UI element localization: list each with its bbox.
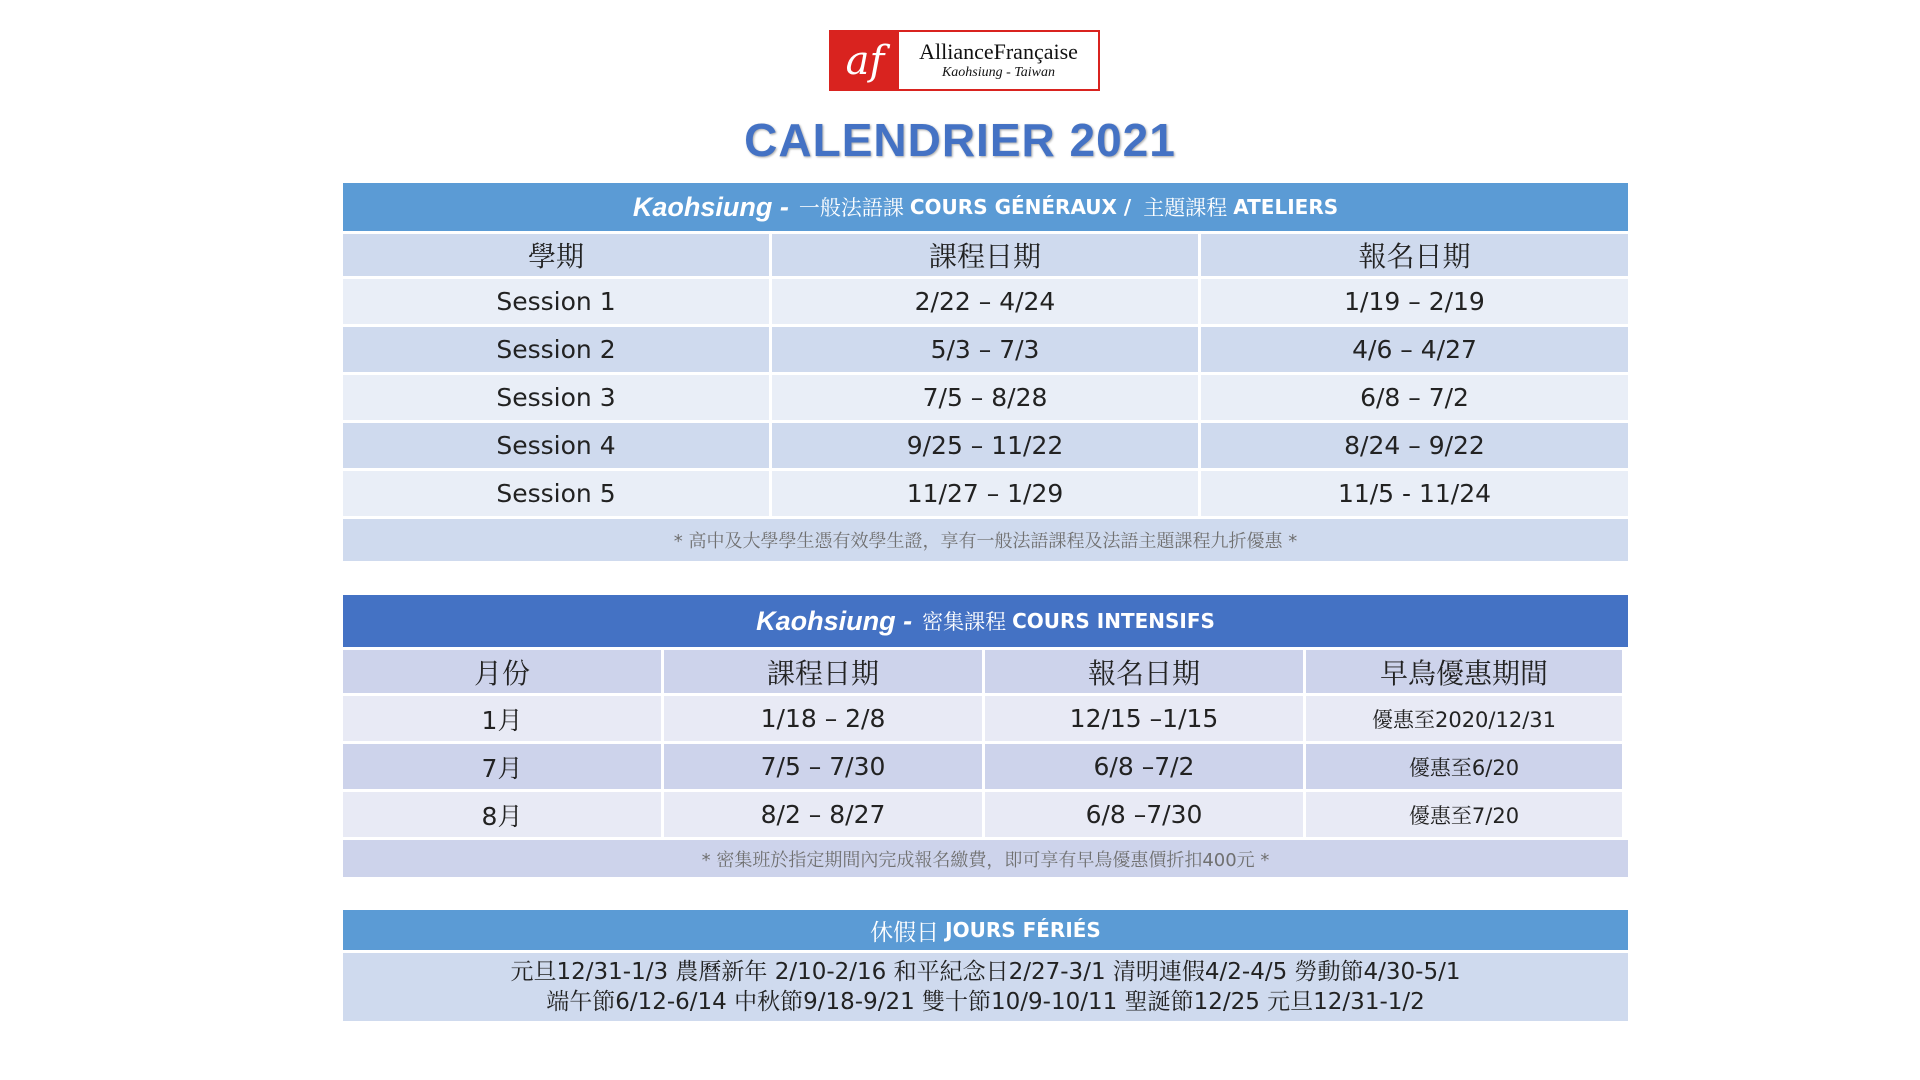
- table-row: [343, 327, 1628, 372]
- intensive-column-headers: [343, 650, 1628, 693]
- month-label: 7月: [343, 744, 661, 789]
- course-dates: 8/2 – 8/27: [664, 792, 982, 837]
- table-row: [343, 696, 1628, 741]
- general-courses-header: [343, 183, 1628, 231]
- logo-name: AllianceFrançaise: [919, 39, 1078, 65]
- table-row: [343, 375, 1628, 420]
- calendar-title: CALENDRIER 2021: [744, 114, 1176, 166]
- holidays-line-2: 端午節6/12-6/14 中秋節9/18-9/21 雙十節10/9-10/11 聖誕節12/25 元旦12/31-1/2: [546, 989, 1425, 1015]
- column-header-course-dates: 課程日期: [664, 650, 982, 693]
- course-dates: 9/25 – 11/22: [772, 423, 1198, 468]
- general-title-part1: 一般法語課: [798, 196, 904, 220]
- intensive-discount-note: * 密集班於指定期間內完成報名繳費，即可享有早鳥優惠價折扣400元 *: [343, 840, 1628, 877]
- holidays-header: [343, 910, 1628, 950]
- table-row: [343, 792, 1628, 837]
- holidays-list: [343, 953, 1628, 1021]
- table-row: [343, 279, 1628, 324]
- general-city-label: Kaohsiung -: [632, 191, 789, 222]
- month-label: 1月: [343, 696, 661, 741]
- holidays-table: [343, 910, 1628, 1021]
- intensive-city-label: Kaohsiung -: [756, 605, 913, 636]
- alliance-francaise-logo: [829, 30, 1100, 91]
- holidays-title-part: 休假日: [870, 919, 940, 946]
- early-bird-deadline: 優惠至7/20: [1306, 792, 1622, 837]
- early-bird-deadline: 優惠至6/20: [1306, 744, 1622, 789]
- general-discount-note: * 高中及大學學生憑有效學生證，享有一般法語課程及法語主題課程九折優惠 *: [343, 519, 1628, 561]
- session-label: Session 1: [343, 279, 769, 324]
- course-dates: 11/27 – 1/29: [772, 471, 1198, 516]
- course-dates: 7/5 – 7/30: [664, 744, 982, 789]
- month-label: 8月: [343, 792, 661, 837]
- course-dates: 2/22 – 4/24: [772, 279, 1198, 324]
- registration-dates: 6/8 –7/2: [985, 744, 1303, 789]
- registration-dates: 6/8 –7/30: [985, 792, 1303, 837]
- general-title-part2: 主題課程: [1143, 196, 1228, 220]
- session-label: Session 4: [343, 423, 769, 468]
- holidays-title-caps: JOURS FÉRIÉS: [945, 918, 1101, 942]
- general-title-caps2: ATELIERS: [1233, 195, 1339, 219]
- course-dates: 7/5 – 8/28: [772, 375, 1198, 420]
- table-row: [343, 471, 1628, 516]
- intensive-title-part: 密集課程: [922, 610, 1007, 634]
- session-label: Session 3: [343, 375, 769, 420]
- general-title-caps1: COURS GÉNÉRAUX /: [909, 195, 1132, 219]
- table-row: [343, 423, 1628, 468]
- registration-dates: 12/15 –1/15: [985, 696, 1303, 741]
- intensive-courses-header: [343, 595, 1628, 647]
- session-label: Session 5: [343, 471, 769, 516]
- registration-dates: 6/8 – 7/2: [1201, 375, 1628, 420]
- holidays-line-1: 元旦12/31-1/3 農曆新年 2/10-2/16 和平紀念日2/27-3/1 清明連假4/2-4/5 勞動節4/30-5/1: [510, 959, 1461, 985]
- column-header-early-bird: 早鳥優惠期間: [1306, 650, 1622, 693]
- registration-dates: 11/5 - 11/24: [1201, 471, 1628, 516]
- intensive-courses-table: [343, 595, 1628, 877]
- general-column-headers: [343, 234, 1628, 276]
- table-row: [343, 744, 1628, 789]
- logo-text: [899, 32, 1098, 89]
- early-bird-deadline: 優惠至2020/12/31: [1306, 696, 1622, 741]
- column-header-month: 月份: [343, 650, 661, 693]
- course-dates: 1/18 – 2/8: [664, 696, 982, 741]
- column-header-course-dates: 課程日期: [772, 234, 1198, 276]
- column-header-term: 學期: [343, 234, 769, 276]
- course-dates: 5/3 – 7/3: [772, 327, 1198, 372]
- column-header-registration-dates: 報名日期: [1201, 234, 1628, 276]
- general-courses-table: [343, 183, 1628, 561]
- af-logo-mark: af: [831, 32, 899, 89]
- registration-dates: 4/6 – 4/27: [1201, 327, 1628, 372]
- logo-subtitle: Kaohsiung - Taiwan: [941, 64, 1056, 80]
- intensive-title-caps: COURS INTENSIFS: [1012, 609, 1215, 633]
- session-label: Session 2: [343, 327, 769, 372]
- column-header-registration-dates: 報名日期: [985, 650, 1303, 693]
- registration-dates: 8/24 – 9/22: [1201, 423, 1628, 468]
- registration-dates: 1/19 – 2/19: [1201, 279, 1628, 324]
